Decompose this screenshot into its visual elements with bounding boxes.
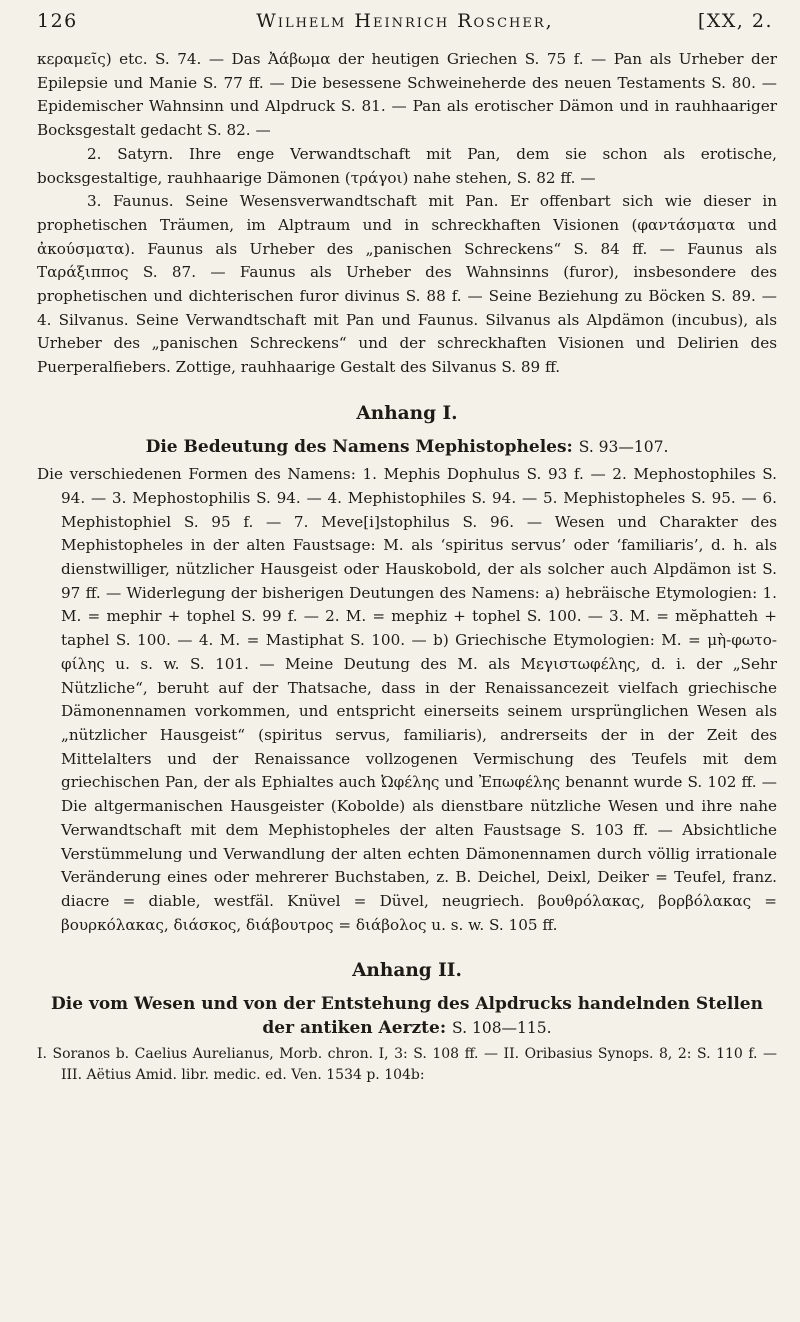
annex-1-text: Die verschiedenen Formen des Namens: 1. Mephis Dophulus S. 93 f. — 2. Mephostophiles S. 94. — 3. Mephostophilis S. 94. — 4. Mephistophiles S. 94. — 5. Mephistopheles S. 95. — 6. Mephistophiel S. 95 f. — 7. Meve[i]stophilus S. 96. — Wesen und Charakter des Mephistopheles in der alten Faustsage: M. als ‘spiritus servus’ oder ‘familiaris’, d. h. als dienstwilliger, nützlicher Hausgeist oder Hauskobold, der als solcher auch Alpdämon ist S. 97 ff. — Widerlegung der bisherigen Deutungen des Namens: a) hebräische Etymologien: 1. M. = mephir + tophel S. 99 f. — 2. M. = mephiz + tophel S. 100. — 3. M. = mĕphatteh + taphel S. 100. — 4. M. = Mastiphat S. 100. — b) Griechische Etymologien: M. = μὴ-φωτο-φίλης u. s. w. S. 101. — Meine Deutung des M. als Μεγιστωφέλης, d. i. der „Sehr Nützliche“, beruht auf der Thatsache, dass in der Renaissancezeit vielfach griechische Dämonennamen vorkommen, und entspricht einerseits seinem ursprünglichen Wesen als „nützlicher Hausgeist“ (spiritus servus, familiaris), andrerseits der in der Zeit des Mittelalters und der Renaissance vollzogenen Vermischung des Teufels mit dem griechischen Pan, der als Ephialtes auch Ὠφέλης und Ἐπωφέλης benannt wurde S. 102 ff. — Die altgermanischen Hausgeister (Kobolde) als dienstbare nützliche Wesen und ihre nahe Verwandtschaft mit dem Mephistopheles der alten Faustsage S. 103 ff. — Absichtliche Verstümmelung und Verwandlung der alten echten Dämonennamen durch völlig irrationale Veränderung eines oder mehrerer Buchstaben, z. B. Deichel, Deixl, Deiker = Teufel, franz. diacre = diable, westfäl. Knüvel = Düvel, neugriech. βουθρόλακας, βορβόλακας = βουρκόλακας, διάσκος, διάβουτρος = διάβολος u. s. w. S. 105 ff.	[37, 465, 777, 934]
intro-paragraph-3: 3. Faunus. Seine Wesensverwandtschaft mit Pan. Er offenbart sich wie dieser in prophetischen Träumen, im Alptraum und in schreckhaften Visionen (φαντάσματα und ἀκούσματα). Faunus als Urheber des „panischen Schreckens“ S. 84 ff. — Faunus als Ταράξιππος S. 87. — Faunus als Urheber des Wahnsinns (furor), insbesondere des prophetischen und dichterischen furor divinus S. 88 f. — Seine Beziehung zu Böcken S. 89. — 4. Silvanus. Seine Verwandtschaft mit Pan und Faunus. Silvanus als Alpdämon (incubus), als Urheber des „panischen Schreckens“ und der schreckhaften Visionen und Delirien des Puerperalfiebers. Zottige, rauhhaarige Gestalt des Silvanus S. 89 ff.	[37, 192, 777, 377]
annex-1-subtitle	[37, 436, 777, 460]
intro-paragraph-2: 2. Satyrn. Ihre enge Verwandtschaft mit Pan, dem sie schon als erotische, bocksgestaltige, rauhhaarige Dämonen (τράγοι) nahe stehen, S. 82 ff. —	[37, 144, 777, 187]
annex-2-subtitle-line-1: Die vom Wesen und von der Entstehung des Alpdrucks handelnden Stellen	[51, 994, 763, 1015]
annex-1-page-range: S. 93—107.	[578, 437, 669, 456]
running-head	[37, 10, 773, 40]
annex-2-subtitle-line-2	[37, 1017, 777, 1041]
annex-2-subtitle	[37, 993, 777, 1040]
running-head-author: Wilhelm Heinrich Roscher,	[256, 10, 554, 32]
page-body	[37, 48, 777, 1086]
intro-paragraph-1: κεραμεῖς) etc. S. 74. — Das Ἀάβωμα der heutigen Griechen S. 75 f. — Pan als Urheber der Epilepsie und Manie S. 77 ff. — Die besessene Schweineherde des neuen Testaments S. 80. — Epidemischer Wahnsinn und Alpdruck S. 81. — Pan als erotischer Dämon und in rauhhaariger Bocksgestalt gedacht S. 82. —	[37, 50, 777, 140]
annex-1-title: Anhang I.	[356, 402, 458, 424]
annex-1-subtitle-text: Die Bedeutung des Namens Mephistopheles:	[145, 436, 573, 457]
annex-2-title: Anhang II.	[352, 960, 462, 982]
page-number: 126	[37, 10, 78, 32]
running-head-volume: [XX, 2.	[697, 10, 773, 32]
annex-2-page-range: S. 108—115.	[452, 1018, 552, 1037]
annex-2-subtitle-line-2-text: der antiken Aerzte:	[262, 1017, 447, 1038]
annex-2-text: I. Soranos b. Caelius Aurelianus, Morb. chron. I, 3: S. 108 ff. — II. Oribasius Synops. 8, 2: S. 110 f. — III. Aëtius Amid. libr. medic. ed. Ven. 1534 p. 104b:	[37, 1046, 777, 1084]
